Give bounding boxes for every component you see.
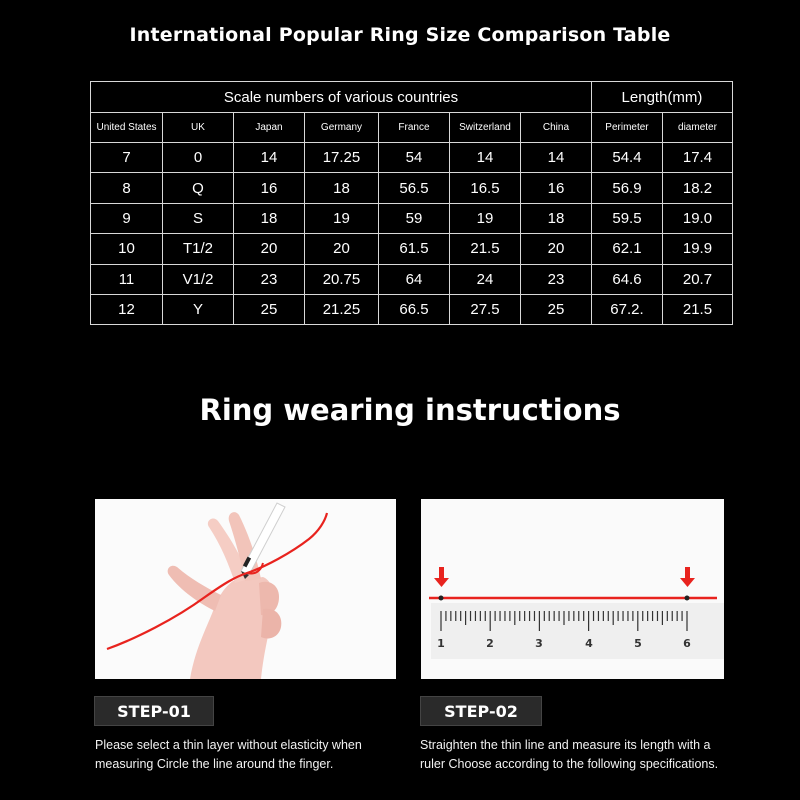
table-cell: 18 — [233, 203, 304, 233]
table-cell: 54 — [379, 143, 450, 173]
table-cell: 67.2. — [591, 294, 662, 324]
table-cell: 14 — [233, 143, 304, 173]
table-cell: 9 — [91, 203, 163, 233]
table-cell: 64.6 — [591, 264, 662, 294]
table-cell: 19.9 — [662, 234, 732, 264]
table-cell: 14 — [520, 143, 591, 173]
table-column-header-row — [91, 113, 733, 143]
table-cell: S — [163, 203, 234, 233]
table-cell: 59 — [379, 203, 450, 233]
table-cell: 12 — [91, 294, 163, 324]
step-02-photo — [421, 499, 724, 679]
table-row — [91, 203, 733, 233]
table-cell: V1/2 — [163, 264, 234, 294]
column-header: United States — [91, 113, 163, 143]
step-01-badge: STEP-01 — [94, 696, 214, 726]
table-cell: Q — [163, 173, 234, 203]
table-cell: 19.0 — [662, 203, 732, 233]
table-cell: 24 — [449, 264, 520, 294]
table-cell: 16 — [233, 173, 304, 203]
group-header-length: Length(mm) — [591, 82, 732, 113]
instructions-title: Ring wearing instructions — [199, 393, 621, 427]
table-cell: 20 — [233, 234, 304, 264]
table-cell: 62.1 — [591, 234, 662, 264]
table-cell: 14 — [449, 143, 520, 173]
table-cell: 23 — [233, 264, 304, 294]
ruler-illustration — [421, 499, 724, 679]
table-cell: 20.75 — [304, 264, 378, 294]
table-cell: 8 — [91, 173, 163, 203]
hand-illustration — [95, 499, 396, 679]
table-cell: 59.5 — [591, 203, 662, 233]
table-cell: 25 — [233, 294, 304, 324]
table-cell: 56.9 — [591, 173, 662, 203]
table-row — [91, 173, 733, 203]
group-header-scales: Scale numbers of various countries — [91, 82, 592, 113]
ring-size-table — [90, 81, 733, 325]
step-01-photo — [95, 499, 396, 679]
table-row — [91, 264, 733, 294]
table-cell: 66.5 — [379, 294, 450, 324]
table-cell: 19 — [304, 203, 378, 233]
table-cell: 18 — [520, 203, 591, 233]
column-header: diameter — [662, 113, 732, 143]
table-cell: 61.5 — [379, 234, 450, 264]
table-cell: T1/2 — [163, 234, 234, 264]
ruler-number: 4 — [585, 637, 593, 650]
table-group-header-row — [91, 82, 733, 113]
column-header: China — [520, 113, 591, 143]
table-cell: 27.5 — [449, 294, 520, 324]
column-header: Perimeter — [591, 113, 662, 143]
table-cell: 20 — [304, 234, 378, 264]
table-cell: 18.2 — [662, 173, 732, 203]
ruler-number: 6 — [683, 637, 691, 650]
table-cell: 17.4 — [662, 143, 732, 173]
table-cell: 21.5 — [662, 294, 732, 324]
table-cell: 11 — [91, 264, 163, 294]
table-row — [91, 143, 733, 173]
column-header: UK — [163, 113, 234, 143]
table-cell: 21.25 — [304, 294, 378, 324]
step-02-badge: STEP-02 — [420, 696, 542, 726]
table-cell: 19 — [449, 203, 520, 233]
column-header: Switzerland — [449, 113, 520, 143]
table-row — [91, 294, 733, 324]
table-row — [91, 234, 733, 264]
table-cell: 21.5 — [449, 234, 520, 264]
column-header: France — [379, 113, 450, 143]
table-cell: 64 — [379, 264, 450, 294]
table-cell: 25 — [520, 294, 591, 324]
table-cell: Y — [163, 294, 234, 324]
ruler-number: 3 — [535, 637, 543, 650]
step-02-description: Straighten the thin line and measure its length with a ruler Choose according to the following specifications. — [420, 738, 719, 771]
table-cell: 0 — [163, 143, 234, 173]
table-cell: 17.25 — [304, 143, 378, 173]
table-cell: 20 — [520, 234, 591, 264]
table-cell: 10 — [91, 234, 163, 264]
ruler-number: 1 — [437, 637, 445, 650]
step-01-description: Please select a thin layer without elasticity when measuring Circle the line around the finger. — [95, 738, 362, 771]
column-header: Japan — [233, 113, 304, 143]
table-cell: 20.7 — [662, 264, 732, 294]
table-cell: 18 — [304, 173, 378, 203]
table-cell: 56.5 — [379, 173, 450, 203]
ruler-number: 5 — [634, 637, 642, 650]
table-cell: 16.5 — [449, 173, 520, 203]
table-cell: 7 — [91, 143, 163, 173]
table-cell: 54.4 — [591, 143, 662, 173]
column-header: Germany — [304, 113, 378, 143]
page-title: International Popular Ring Size Comparison Table — [129, 24, 671, 46]
table-cell: 23 — [520, 264, 591, 294]
ruler-number: 2 — [486, 637, 494, 650]
table-cell: 16 — [520, 173, 591, 203]
